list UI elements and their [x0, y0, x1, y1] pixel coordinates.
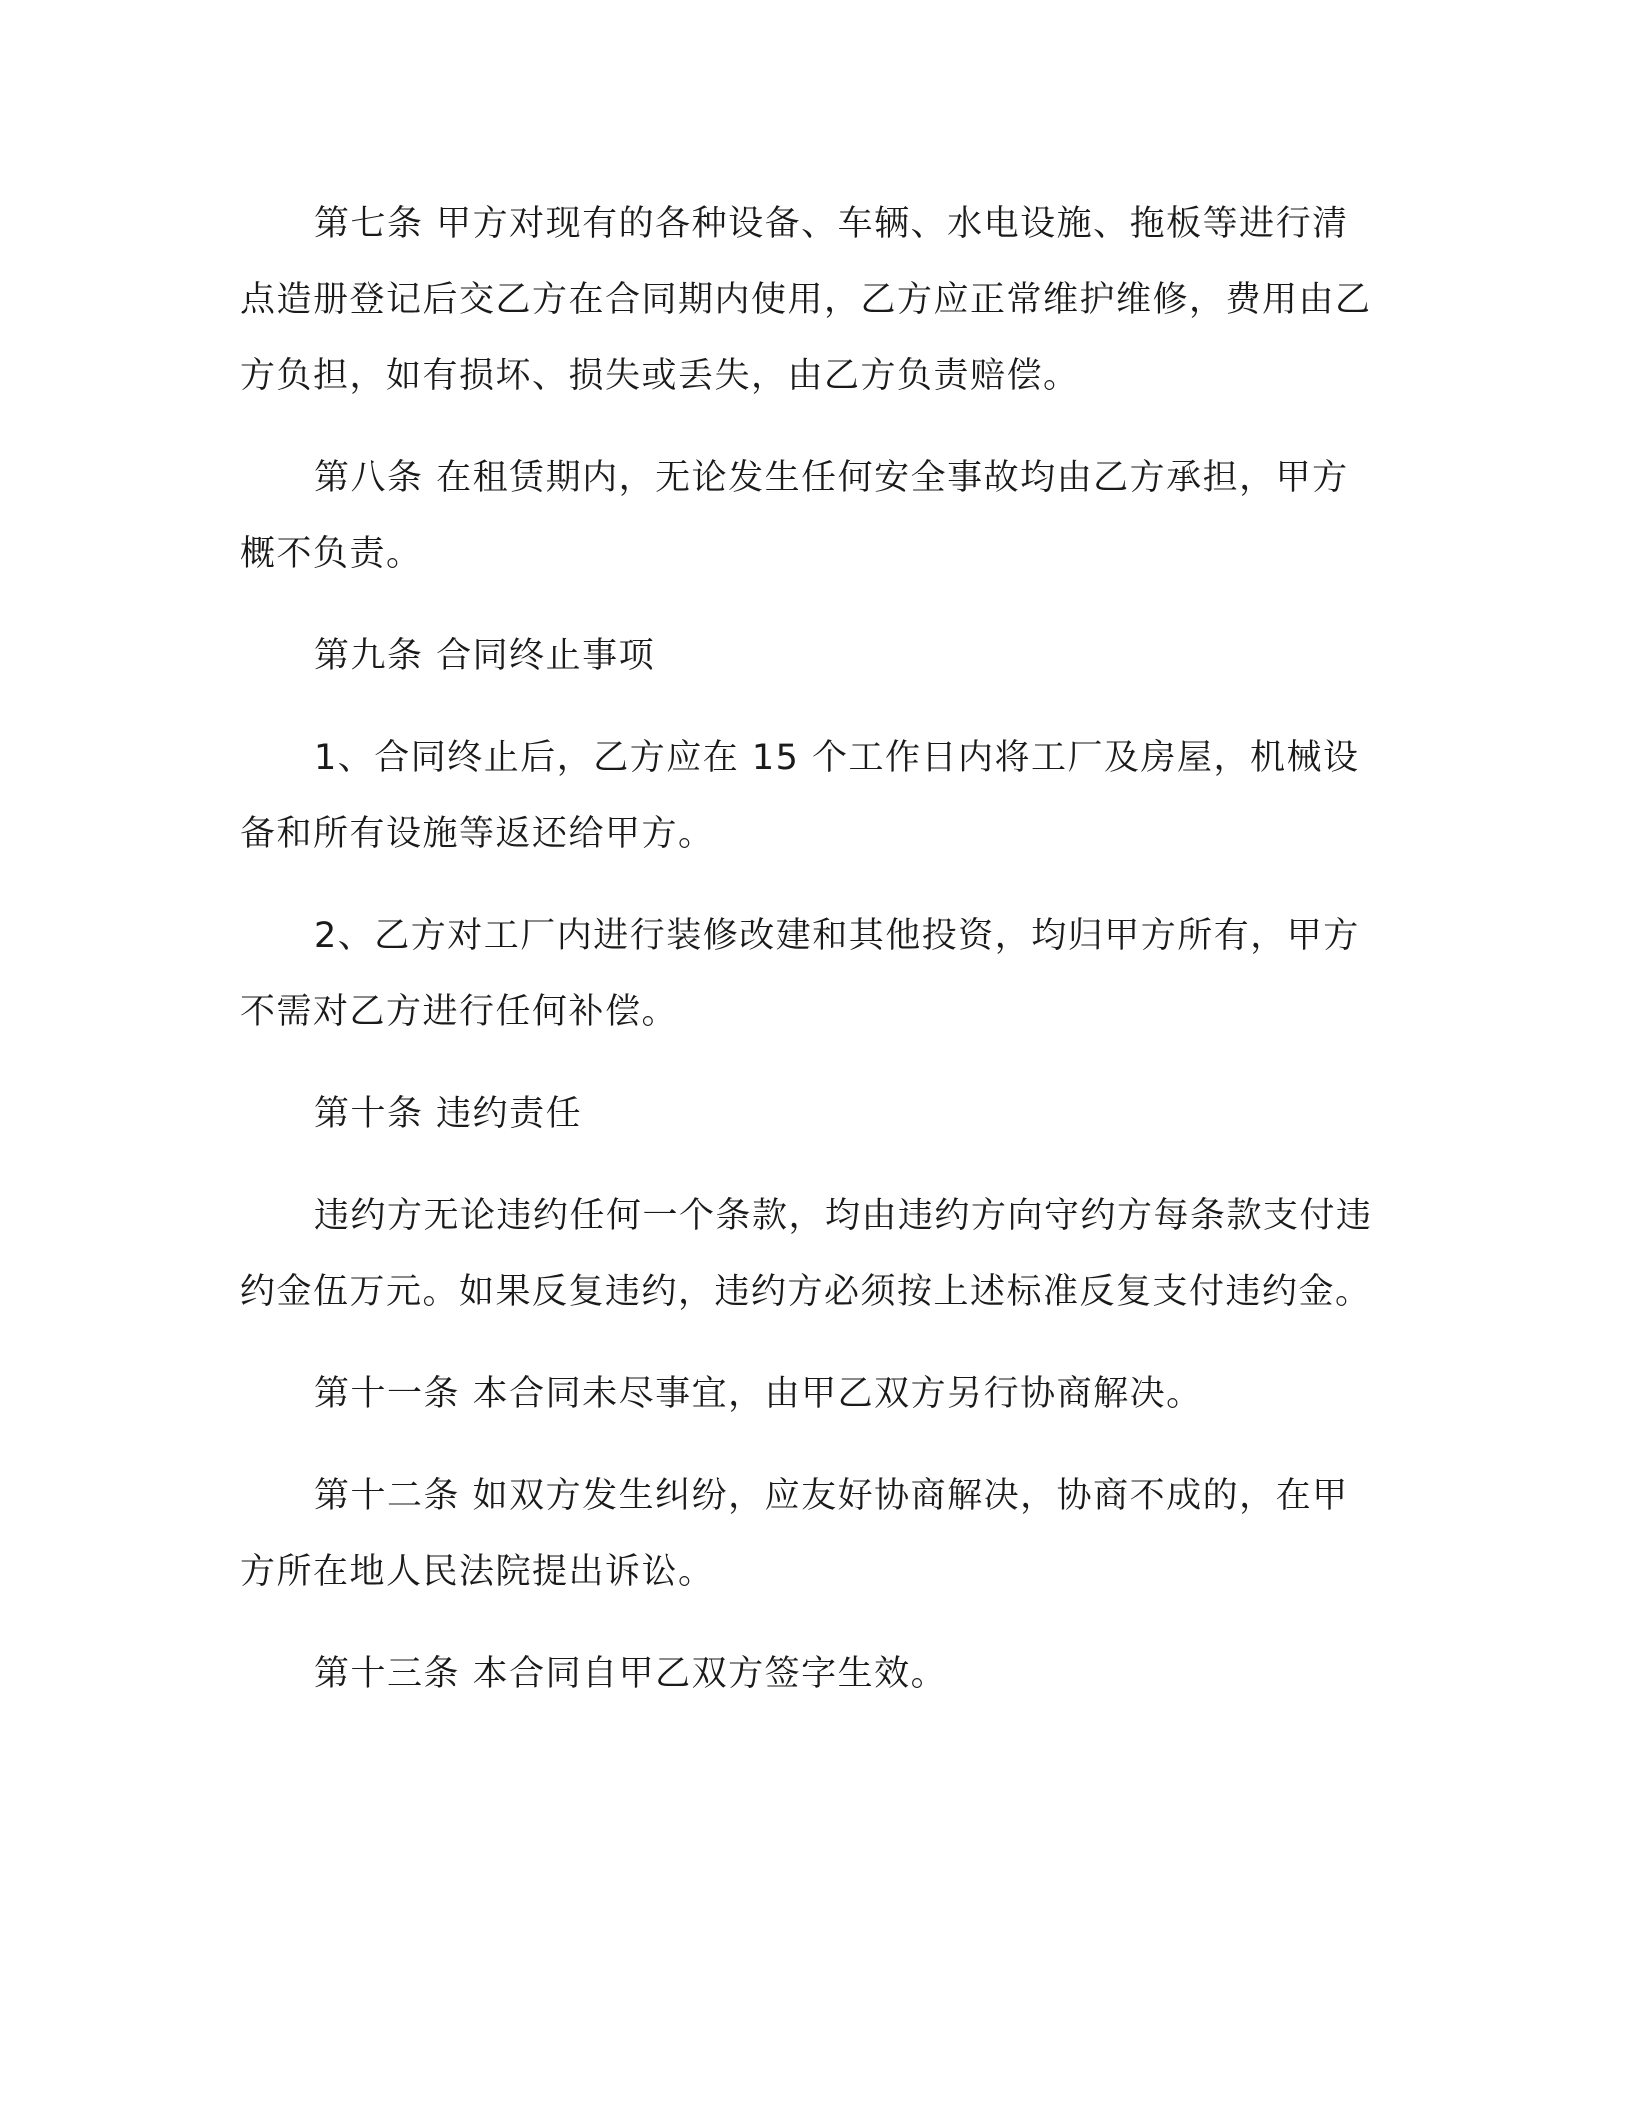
article-9-heading: 第九条 合同终止事项: [314, 636, 656, 676]
article-9-item-1: 1、合同终止后，乙方应在 15 个工作日内将工厂及房屋，机械设备和所有设施等返还给甲方。: [240, 738, 1360, 854]
article-10-heading: 第十条 违约责任: [314, 1094, 583, 1134]
article-11-paragraph: 第十一条 本合同未尽事宜，由甲乙双方另行协商解决。: [314, 1374, 1203, 1414]
article-13-paragraph: 第十三条 本合同自甲乙双方签字生效。: [314, 1654, 948, 1694]
article-9-item-2: 2、乙方对工厂内进行装修改建和其他投资，均归甲方所有，甲方不需对乙方进行任何补偿。: [240, 916, 1360, 1032]
article-8-paragraph: 第八条 在租赁期内，无论发生任何安全事故均由乙方承担，甲方概不负责。: [240, 458, 1349, 574]
article-7-paragraph: 第七条 甲方对现有的各种设备、车辆、水电设施、拖板等进行清点造册登记后交乙方在合同期内使用，乙方应正常维护维修，费用由乙方负担，如有损坏、损失或丢失，由乙方负责赔偿。: [240, 204, 1372, 396]
document-body: [240, 186, 1380, 1738]
article-12-paragraph: 第十二条 如双方发生纠纷，应友好协商解决，协商不成的，在甲方所在地人民法院提出诉讼。: [240, 1476, 1349, 1592]
article-10-paragraph: 违约方无论违约任何一个条款，均由违约方向守约方每条款支付违约金伍万元。如果反复违约，违约方必须按上述标准反复支付违约金。: [240, 1196, 1373, 1312]
